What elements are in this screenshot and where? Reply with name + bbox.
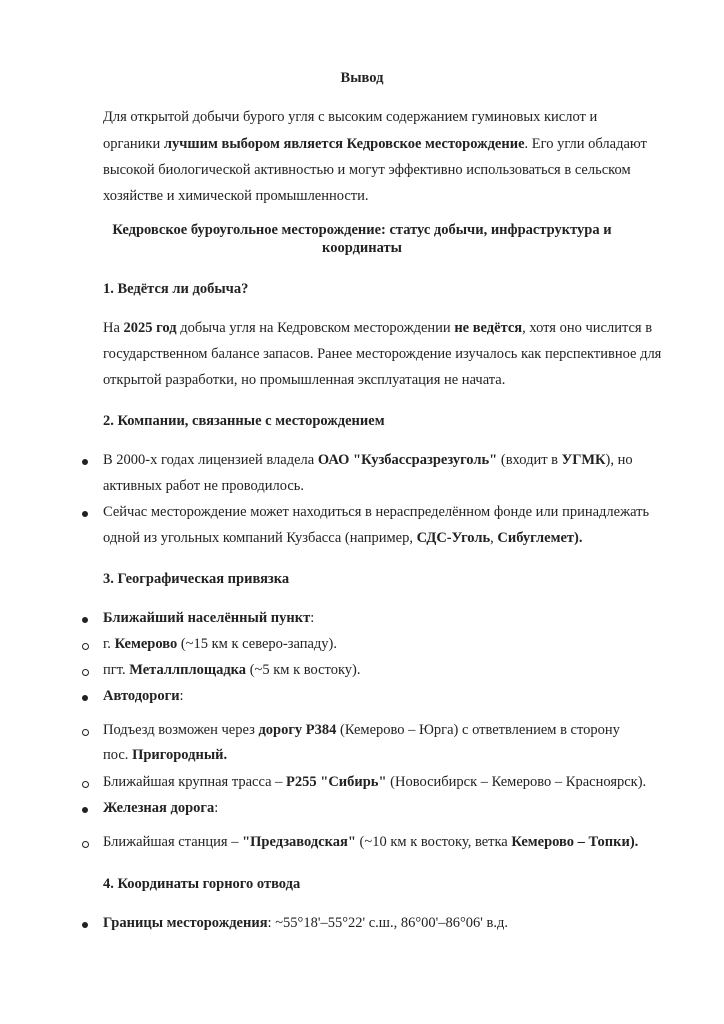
text-run: Подъезд возможен через [103,722,259,738]
bullet-icon [82,695,88,701]
rail-line-name: Кемерово – Топки [511,834,630,850]
emphasis-year: 2025 год [123,320,177,336]
label-bold: Автодороги [103,688,180,704]
emphasis-not-mined: не ведётся [454,320,523,336]
place-name: Пригородный. [132,747,228,763]
road-name: дорогу Р384 [258,722,337,738]
text-run: пос. [103,747,133,763]
section-2-bullet-1-line-2: активных работ не проводилось. [103,478,305,494]
sub-bullet-icon [82,841,89,848]
bullet-icon [82,922,88,928]
text-run: ). [629,834,639,850]
bullet-icon [82,617,88,623]
section-1-line-2: государственном балансе запасов. Ранее месторождение изучалось как перспективное для [103,346,662,362]
conclusion-line-1: Для открытой добычи бурого угля с высоким содержанием гуминовых кислот и [103,109,598,125]
section-1-line-1 [103,320,652,337]
station-name: "Предзаводская" [242,834,356,850]
section-4-heading: 4. Координаты горного отвода [103,876,301,892]
text-run: одной из угольных компаний Кузбасса (например, [103,530,417,546]
place-name: Кемерово [114,636,178,652]
section-2-bullet-1-line-1 [103,452,633,469]
bullet-icon [82,807,88,813]
text-run: г. [103,636,115,652]
text-run: органики [103,136,164,152]
roads-label [103,688,184,705]
company-name: УГМК [561,452,606,468]
section-1-heading: 1. Ведётся ли добыча? [103,281,249,297]
section-3-heading: 3. Географическая привязка [103,571,290,587]
text-run: (входит в [497,452,562,468]
settlement-kemerovo [103,636,337,653]
text-run: Ближайшая крупная трасса – [103,774,287,790]
text-run: (~5 км к востоку). [246,662,361,678]
text-run: (Новосибирск – Кемерово – Красноярск). [386,774,647,790]
section-2-heading: 2. Компании, связанные с месторождением [103,413,385,429]
text-run: ), но [605,452,633,468]
bullet-icon [82,459,88,465]
text-run: : [179,688,184,704]
company-name: ОАО "Кузбассразрезуголь" [317,452,498,468]
settlement-metallploshchadka [103,662,360,679]
text-run: : [310,610,315,626]
label-bold: Границы месторождения [103,915,268,931]
text-run: добыча угля на Кедровском месторождении [176,320,455,336]
nearest-settlement-label [103,610,314,627]
text-run: пгт. [103,662,130,678]
text-run: . Его угли обладают [524,136,647,152]
section-2-bullet-2-line-1: Сейчас месторождение может находиться в нераспределённом фонде или принадлежать [103,504,650,520]
sub-bullet-icon [82,669,89,676]
railway-label [103,800,218,817]
text-run: (Кемерово – Юрга) с ответвлением в сторону [336,722,620,738]
main-title-line-1: Кедровское буроугольное месторождение: статус добычи, инфраструктура и [112,222,612,238]
coordinates-text: : ~55°18'–55°22' с.ш., 86°00'–86°06' в.д. [267,915,509,931]
label-bold: Ближайший населённый пункт [103,610,311,626]
section-2-bullet-2-line-2 [103,530,583,547]
conclusion-line-2 [103,136,647,153]
bullet-icon [82,511,88,517]
text-run: : [214,800,219,816]
text-run: (~10 км к востоку, ветка [355,834,512,850]
text-run: В 2000-х годах лицензией владела [103,452,318,468]
text-run: , [490,530,498,546]
label-bold: Железная дорога [103,800,215,816]
conclusion-line-4: хозяйстве и химической промышленности. [103,188,369,204]
road-r255 [103,774,646,791]
road-r384-line-2 [103,747,227,764]
company-name: Сибуглемет). [497,530,583,546]
section-1-line-3: открытой разработки, но промышленная эксплуатация не начата. [103,372,506,388]
deposit-boundaries [103,915,508,932]
text-run: , хотя оно числится в [522,320,653,336]
sub-bullet-icon [82,729,89,736]
text-run: Ближайшая станция – [103,834,243,850]
road-name: Р255 "Сибирь" [286,774,387,790]
place-name: Металлплощадка [129,662,247,678]
company-name: СДС-Уголь [416,530,491,546]
road-r384-line-1 [103,722,620,739]
sub-bullet-icon [82,781,89,788]
text-run: (~15 км к северо-западу). [177,636,337,652]
text-run: На [103,320,124,336]
main-title-line-2: координаты [322,240,402,256]
railway-station [103,834,638,851]
conclusion-line-3: высокой биологической активностью и могут эффективно использоваться в сельском [103,162,631,178]
emphasis-best-choice: лучшим выбором является Кедровское месторождение [163,136,525,152]
conclusion-title: Вывод [340,70,384,86]
sub-bullet-icon [82,643,89,650]
